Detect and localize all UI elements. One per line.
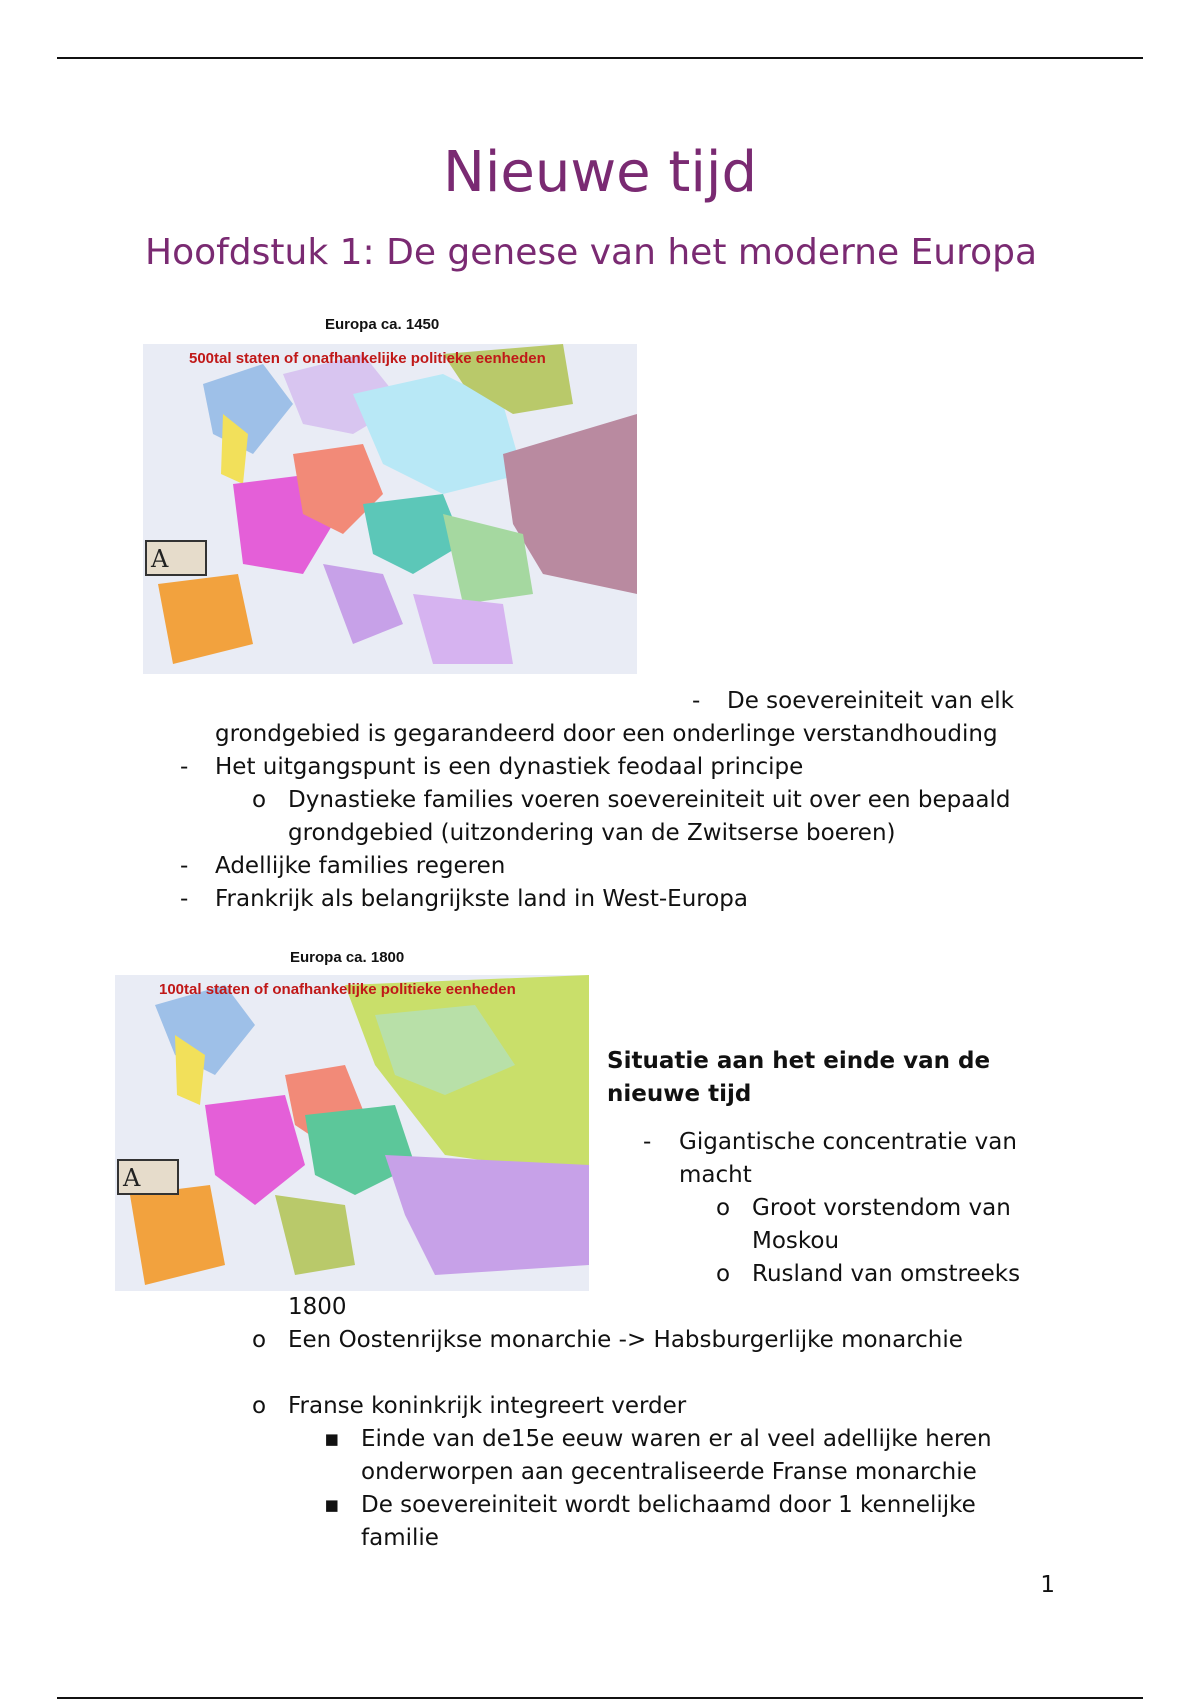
europe-1450-illustration xyxy=(143,344,637,674)
map-europe-1800 xyxy=(115,933,589,1291)
list-item-cont: familie xyxy=(361,1525,439,1551)
top-rule xyxy=(57,57,1143,59)
list-item: Dynastieke families voeren soevereiniteit uit over een bepaald xyxy=(288,787,1011,813)
bullet-circle: o xyxy=(252,787,267,813)
bullet-circle: o xyxy=(716,1261,731,1287)
list-item-cont: 1800 xyxy=(288,1294,347,1320)
bullet-square: ▪ xyxy=(324,1492,340,1518)
list-item: Einde van de15e eeuw waren er al veel adellijke heren xyxy=(361,1426,992,1452)
logo-icon: A xyxy=(145,540,207,576)
map-europe-1450 xyxy=(143,300,637,674)
bottom-rule xyxy=(57,1697,1143,1699)
list-item: Het uitgangspunt is een dynastiek feodaal principe xyxy=(215,754,804,780)
map-image xyxy=(143,344,637,674)
europe-1800-illustration xyxy=(115,975,589,1291)
logo-icon: A xyxy=(117,1159,179,1195)
list-item-cont: macht xyxy=(679,1162,752,1188)
sovereignty-text-cont: grondgebied is gegarandeerd door een onderlinge verstandhouding xyxy=(215,721,998,747)
page-number: 1 xyxy=(1040,1572,1055,1598)
list-item: Rusland van omstreeks xyxy=(752,1261,1021,1287)
bullet-dash: - xyxy=(692,688,701,714)
map-caption: Europa ca. 1800 xyxy=(290,949,405,966)
map-image xyxy=(115,975,589,1291)
bullet-dash: - xyxy=(180,886,189,912)
bullet-circle: o xyxy=(716,1195,731,1221)
list-item-cont: onderworpen aan gecentraliseerde Franse monarchie xyxy=(361,1459,977,1485)
chapter-heading: Hoofdstuk 1: De genese van het moderne Europa xyxy=(145,232,1038,273)
list-item: Frankrijk als belangrijkste land in West-Europa xyxy=(215,886,748,912)
list-item: Adellijke families regeren xyxy=(215,853,506,879)
list-item: De soevereiniteit wordt belichaamd door 1 kennelijke xyxy=(361,1492,976,1518)
bullet-square: ▪ xyxy=(324,1426,340,1452)
list-item: Groot vorstendom van xyxy=(752,1195,1011,1221)
section-heading: Situatie aan het einde van de xyxy=(607,1048,991,1074)
map-subtitle: 500tal staten of onafhankelijke politieke eenheden xyxy=(189,350,546,367)
list-item-cont: Moskou xyxy=(752,1228,840,1254)
map-subtitle: 100tal staten of onafhankelijke politieke eenheden xyxy=(159,981,516,998)
bullet-circle: o xyxy=(252,1327,267,1353)
bullet-dash: - xyxy=(180,853,189,879)
section-heading-cont: nieuwe tijd xyxy=(607,1081,752,1107)
bullet-dash: - xyxy=(643,1129,652,1155)
list-item: Franse koninkrijk integreert verder xyxy=(288,1393,687,1419)
list-item: Gigantische concentratie van xyxy=(679,1129,1017,1155)
map-caption: Europa ca. 1450 xyxy=(325,316,440,333)
list-item-cont: grondgebied (uitzondering van de Zwitserse boeren) xyxy=(288,820,896,846)
list-item: Een Oostenrijkse monarchie -> Habsburgerlijke monarchie xyxy=(288,1327,963,1353)
bullet-dash: - xyxy=(180,754,189,780)
bullet-circle: o xyxy=(252,1393,267,1419)
sovereignty-text: De soevereiniteit van elk xyxy=(727,688,1014,714)
page-title: Nieuwe tijd xyxy=(442,140,758,205)
